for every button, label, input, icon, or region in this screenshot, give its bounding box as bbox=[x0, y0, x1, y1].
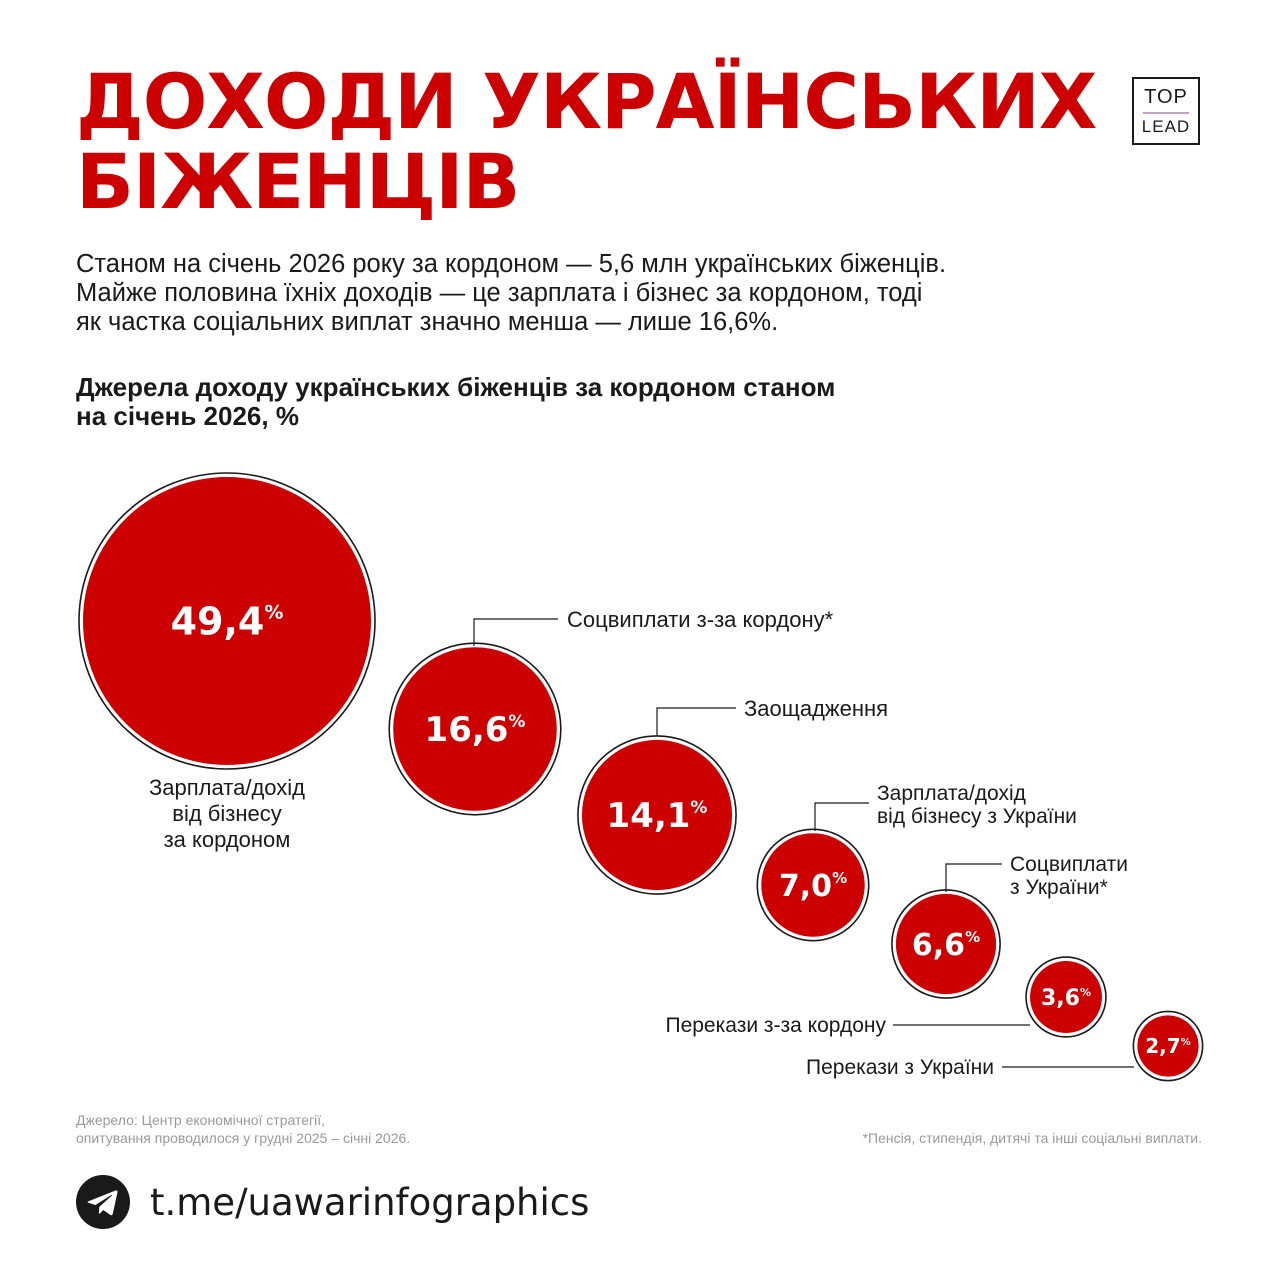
bubble-value-1: 16,6% bbox=[424, 710, 526, 751]
leader-line-3 bbox=[815, 803, 869, 831]
intro-line-2: Майже половина їхніх доходів — це зарплата і бізнес за кордоном, тоді bbox=[76, 279, 923, 307]
bubble-value-0: 49,4% bbox=[170, 599, 284, 644]
logo-top-text: TOP bbox=[1144, 86, 1188, 108]
chart-title-line-1: Джерела доходу українських біженців за кордоном станом bbox=[76, 372, 836, 402]
bubble-label-4-0: Соцвиплати bbox=[1010, 853, 1128, 876]
bubble-value-4: 6,6% bbox=[911, 927, 981, 963]
bubble-value-2: 14,1% bbox=[606, 796, 708, 837]
intro-line-1: Станом на січень 2026 року за кордоном — 5,6 млн українських біженців. bbox=[76, 250, 947, 278]
bubble-label-2-0: Заощадження bbox=[744, 696, 889, 721]
bubble-value-6: 2,7% bbox=[1145, 1034, 1191, 1059]
title-line-2: БІЖЕНЦІВ bbox=[76, 137, 520, 226]
leader-line-1 bbox=[474, 619, 558, 646]
bubble-label-0-1: від бізнесу bbox=[172, 801, 282, 826]
bubble-label-5-0: Перекази з-за кордону bbox=[665, 1014, 886, 1037]
bubble-label-3-0: Зарплата/дохід bbox=[877, 782, 1026, 805]
bubble-label-3-1: від бізнесу з України bbox=[877, 805, 1077, 828]
bubble-value-5: 3,6% bbox=[1040, 985, 1092, 1011]
source-note bbox=[76, 1111, 410, 1147]
bubble-label-6-0: Перекази з України bbox=[806, 1056, 994, 1079]
bubble-label-0-2: за кордоном bbox=[163, 827, 291, 852]
bubble-label-4-1: з України* bbox=[1010, 876, 1108, 899]
chart-title-line-2: на січень 2026, % bbox=[76, 401, 299, 431]
telegram-icon bbox=[76, 1175, 130, 1229]
telegram-channel-link[interactable]: t.me/uawarinfographics bbox=[150, 1180, 590, 1224]
leader-line-4 bbox=[946, 864, 1002, 892]
bubble-label-1-0: Соцвиплати з-за кордону* bbox=[567, 607, 834, 632]
leader-line-2 bbox=[657, 708, 736, 736]
telegram-link-block[interactable] bbox=[76, 1174, 589, 1230]
source-line-2: опитування проводилося у грудні 2025 – січні 2026. bbox=[76, 1130, 411, 1146]
source-line-1: Джерело: Центр економічної стратегії, bbox=[76, 1112, 326, 1128]
intro-line-3: як частка соціальних виплат значно менша — лише 16,6%. bbox=[76, 308, 779, 336]
logo-bottom-text: LEAD bbox=[1141, 117, 1191, 136]
bubble-value-3: 7,0% bbox=[778, 868, 848, 904]
bubble-label-0-0: Зарплата/дохід bbox=[149, 775, 305, 800]
footnote: *Пенсія, стипендія, дитячі та інші соціальні виплати. bbox=[862, 1130, 1202, 1146]
title-line-1: ДОХОДИ УКРАЇНСЬКИХ bbox=[76, 57, 1097, 146]
